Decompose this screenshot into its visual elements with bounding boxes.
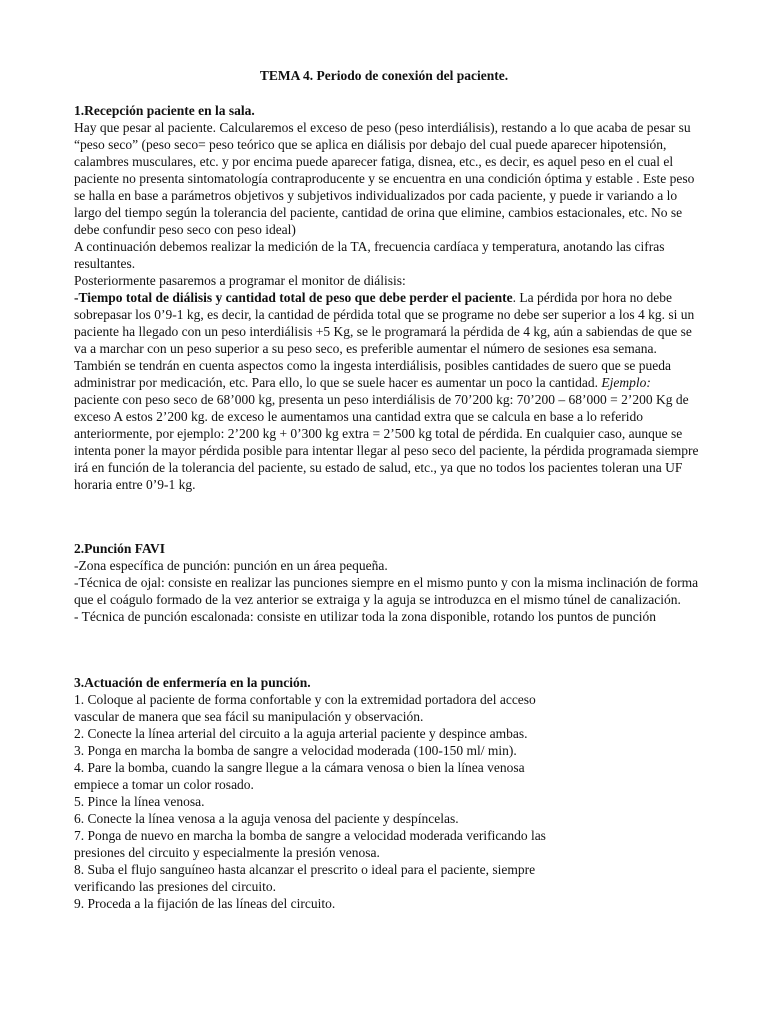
section-heading: 1.Recepción paciente en la sala. xyxy=(74,103,255,118)
section-heading: 2.Punción FAVI xyxy=(74,541,166,556)
paragraph-medicion: A continuación debemos realizar la medición de la TA, frecuencia cardíaca y temperatura, anotando las cifras resultantes. xyxy=(74,239,665,271)
paragraph-tiempo-total xyxy=(74,289,699,493)
section-actuacion-enfermeria xyxy=(74,674,552,912)
list-item: -Técnica de ojal: consiste en realizar las punciones siempre en el mismo punto y con la misma inclinación de forma que el coágulo formado de la vez anterior se extraiga y la aguja se introduzca en el mismo túnel de canalización. xyxy=(74,575,699,607)
list-item: 6. Conecte la línea venosa a la aguja venosa del paciente y despíncelas. xyxy=(74,811,459,826)
list-item: 4. Pare la bomba, cuando la sangre llegue a la cámara venosa o bien la línea venosa empiece a tomar un color rosado. xyxy=(74,760,525,792)
paragraph-peso: Hay que pesar al paciente. Calcularemos el exceso de peso (peso interdiálisis), restando a lo que acaba de pesar su “peso seco” (peso seco= peso teórico que se aplica en diálisis por debajo del cual puede aparecer hipotensión, calambres musculares, etc. y por encima puede aparecer fatiga, disnea, etc., es decir, es aquel peso en el cual el paciente no presenta sintomatología contraproducente y se encuentra en una condición óptima y estable . Este peso se halla en base a parámetros objetivos y subjetivos individualizados por cada paciente, y puede ir variando a lo largo del tiempo según la tolerancia del paciente, cantidad de orina que elimine, cambios estacionales, etc. No se debe confundir peso seco con peso ideal) xyxy=(74,120,695,237)
list-item: 7. Ponga de nuevo en marcha la bomba de sangre a velocidad moderada verificando las presiones del circuito y especialmente la presión venosa. xyxy=(74,828,546,860)
italic-run: Ejemplo: xyxy=(601,375,651,390)
text-run: . La pérdida por hora no debe sobrepasar los 0’9-1 kg, es decir, la cantidad de pérdida total que se programe no debe ser superior a los 4 kg. si un paciente ha llegado con un peso interdiálisis +5 Kg, se le programará la pérdida de 4 kg, aún a sabiendas de que se va a marchar con un peso superior a su peso seco, es preferible aumentar el número de sesiones esa semana. También se tendrán en cuenta aspectos como la ingesta interdiálisis, posibles cantidades de suero que se pueda administrar por medicación, etc. Para ello, lo que se suele hacer es aumentar un poco la cantidad. xyxy=(74,290,695,390)
paragraph-monitor: Posteriormente pasaremos a programar el monitor de diálisis: xyxy=(74,273,406,288)
list-item: 2. Conecte la línea arterial del circuito a la aguja arterial paciente y despince ambas. xyxy=(74,726,528,741)
list-item: 1. Coloque al paciente de forma confortable y con la extremidad portadora del acceso vascular de manera que sea fácil su manipulación y observación. xyxy=(74,692,536,724)
list-item: - Técnica de punción escalonada: consiste en utilizar toda la zona disponible, rotando los puntos de punción xyxy=(74,609,656,624)
list-item: -Zona específica de punción: punción en un área pequeña. xyxy=(74,558,388,573)
section-puncion-favi xyxy=(74,540,699,625)
list-item: 9. Proceda a la fijación de las líneas del circuito. xyxy=(74,896,336,911)
section-heading: 3.Actuación de enfermería en la punción. xyxy=(74,675,311,690)
bold-lead: -Tiempo total de diálisis y cantidad total de peso que debe perder el paciente xyxy=(74,290,513,305)
text-run: paciente con peso seco de 68’000 kg, presenta un peso interdiálisis de 70’200 kg: 70’200 – 68’000 = 2’200 Kg de exceso A estos 2’200 kg. de exceso le aumentamos una cantidad extra que se calcula en base a lo referido anteriormente, por ejemplo: 2’200 kg + 0’300 kg extra = 2’500 kg total de pérdida. En cualquier caso, aunque se intenta poner la mayor pérdida posible para intentar llegar al peso seco del paciente, la pérdida programada siempre irá en función de la tolerancia del paciente, su estado de salud, etc., ya que no todos los pacientes toleran una UF horaria entre 0’9-1 kg. xyxy=(74,392,699,492)
page-title: TEMA 4. Periodo de conexión del paciente. xyxy=(259,68,509,83)
list-item: 5. Pince la línea venosa. xyxy=(74,794,205,809)
list-item: 8. Suba el flujo sanguíneo hasta alcanzar el prescrito o ideal para el paciente, siempre verificando las presiones del circuito. xyxy=(74,862,536,894)
section-recepcion xyxy=(74,102,699,493)
list-item: 3. Ponga en marcha la bomba de sangre a velocidad moderada (100-150 ml/ min). xyxy=(74,743,517,758)
